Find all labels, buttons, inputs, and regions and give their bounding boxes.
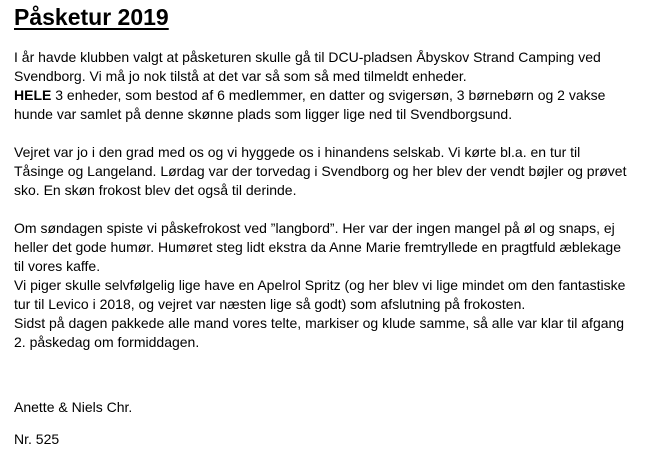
paragraph-1-line-3-text: 3 enheder, som bestod af 6 medlemmer, en datter og svigersøn, 3 børnebørn og 2 vakse [51,87,606,103]
paragraph-1-line-3 [14,86,605,105]
paragraph-3-line-6: Sidst på dagen pakkede alle mand vores telte, markiser og klude samme, så alle var klar til afgang [14,315,625,331]
paragraph-3-line-7: 2. påskedag om formiddagen. [14,334,200,350]
signature: Anette & Niels Chr. [14,399,133,415]
paragraph-3-line-2: heller det gode humør. Humøret steg lidt ekstra da Anne Marie fremtryllede en pragtfuld æblekage [14,239,621,255]
member-number: Nr. 525 [14,431,60,447]
emphasis-word: HELE [14,87,52,103]
paragraph-1-line-1: I år havde klubben valgt at påsketuren skulle gå til DCU-pladsen Åbyskov Strand Camping ved [14,49,601,65]
paragraph-3-line-4: Vi piger skulle selvfølgelig lige have en Apelrol Spritz (og her blev vi lige mindet om den fantastiske [14,277,626,293]
paragraph-2-line-1: Vejret var jo i den grad med os og vi hyggede os i hinandens selskab. Vi kørte bl.a. en tur til [14,144,581,160]
paragraph-3-line-3: til vores kaffe. [14,258,101,274]
document-title: Påsketur 2019 [14,4,169,30]
paragraph-2-line-3: sko. En skøn frokost blev det også til derinde. [14,182,297,198]
paragraph-1-line-2: Svendborg. Vi må jo nok tilstå at det var så som så med tilmeldt enheder. [14,68,467,84]
paragraph-3-line-1: Om søndagen spiste vi påskefrokost ved ”langbord”. Her var der ingen mangel på øl og snaps, ej [14,220,615,236]
paragraph-1-line-4: hunde var samlet på denne skønne plads som ligger lige ned til Svendborgsund. [14,106,513,122]
paragraph-3-line-5: tur til Levico i 2018, og vejret var næsten lige så godt) som afslutning på frokosten. [14,296,526,312]
paragraph-2-line-2: Tåsinge og Langeland. Lørdag var der torvedag i Svendborg og her blev der vendt bøjler og prøvet [14,163,627,179]
